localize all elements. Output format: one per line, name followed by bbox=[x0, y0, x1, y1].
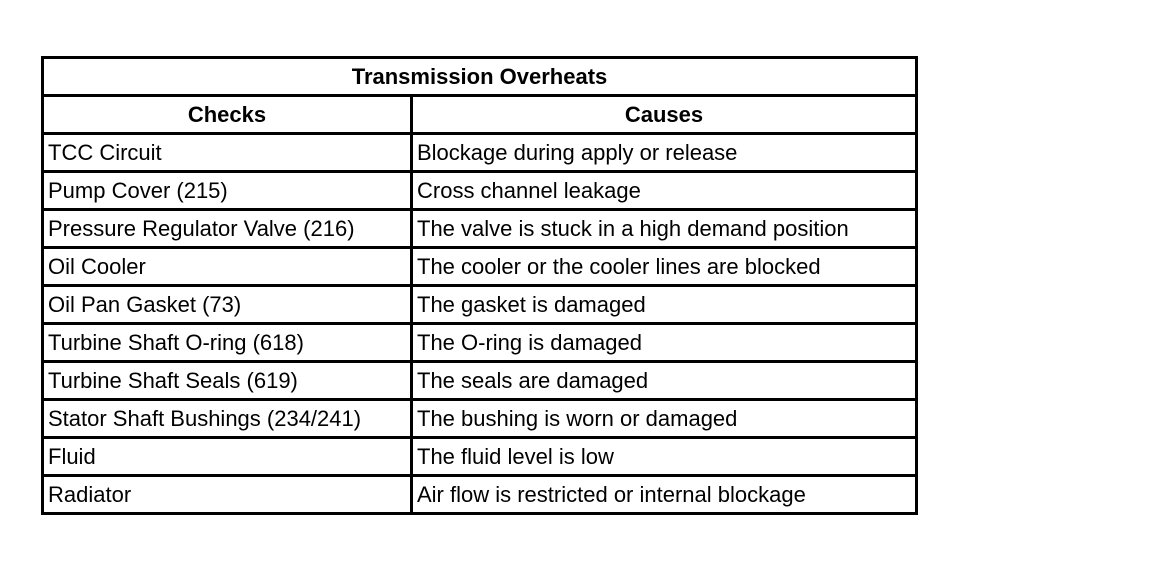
check-cell: Turbine Shaft O-ring (618) bbox=[43, 324, 412, 362]
cause-cell: Cross channel leakage bbox=[412, 172, 917, 210]
cause-cell: The bushing is worn or damaged bbox=[412, 400, 917, 438]
cause-cell: The valve is stuck in a high demand position bbox=[412, 210, 917, 248]
diagnostic-table-container bbox=[41, 56, 915, 515]
cause-cell: The O-ring is damaged bbox=[412, 324, 917, 362]
check-cell: Stator Shaft Bushings (234/241) bbox=[43, 400, 412, 438]
table-row bbox=[43, 248, 917, 286]
check-cell: Turbine Shaft Seals (619) bbox=[43, 362, 412, 400]
cause-cell: The fluid level is low bbox=[412, 438, 917, 476]
check-cell: Pressure Regulator Valve (216) bbox=[43, 210, 412, 248]
table-row bbox=[43, 172, 917, 210]
check-cell: Oil Cooler bbox=[43, 248, 412, 286]
cause-cell: The gasket is damaged bbox=[412, 286, 917, 324]
cause-cell: Air flow is restricted or internal blockage bbox=[412, 476, 917, 514]
cause-cell: Blockage during apply or release bbox=[412, 134, 917, 172]
check-cell: Radiator bbox=[43, 476, 412, 514]
check-cell: Fluid bbox=[43, 438, 412, 476]
cause-cell: The seals are damaged bbox=[412, 362, 917, 400]
table-header bbox=[43, 58, 917, 134]
cause-cell: The cooler or the cooler lines are blocked bbox=[412, 248, 917, 286]
table-row bbox=[43, 362, 917, 400]
column-header-causes: Causes bbox=[412, 96, 917, 134]
table-row bbox=[43, 134, 917, 172]
check-cell: Pump Cover (215) bbox=[43, 172, 412, 210]
table-title: Transmission Overheats bbox=[43, 58, 917, 96]
column-header-row bbox=[43, 96, 917, 134]
table-body bbox=[43, 134, 917, 514]
table-row bbox=[43, 476, 917, 514]
table-row bbox=[43, 286, 917, 324]
check-cell: Oil Pan Gasket (73) bbox=[43, 286, 412, 324]
check-cell: TCC Circuit bbox=[43, 134, 412, 172]
table-row bbox=[43, 324, 917, 362]
diagnostic-table bbox=[41, 56, 918, 515]
table-title-row bbox=[43, 58, 917, 96]
table-row bbox=[43, 400, 917, 438]
table-row bbox=[43, 210, 917, 248]
column-header-checks: Checks bbox=[43, 96, 412, 134]
table-row bbox=[43, 438, 917, 476]
